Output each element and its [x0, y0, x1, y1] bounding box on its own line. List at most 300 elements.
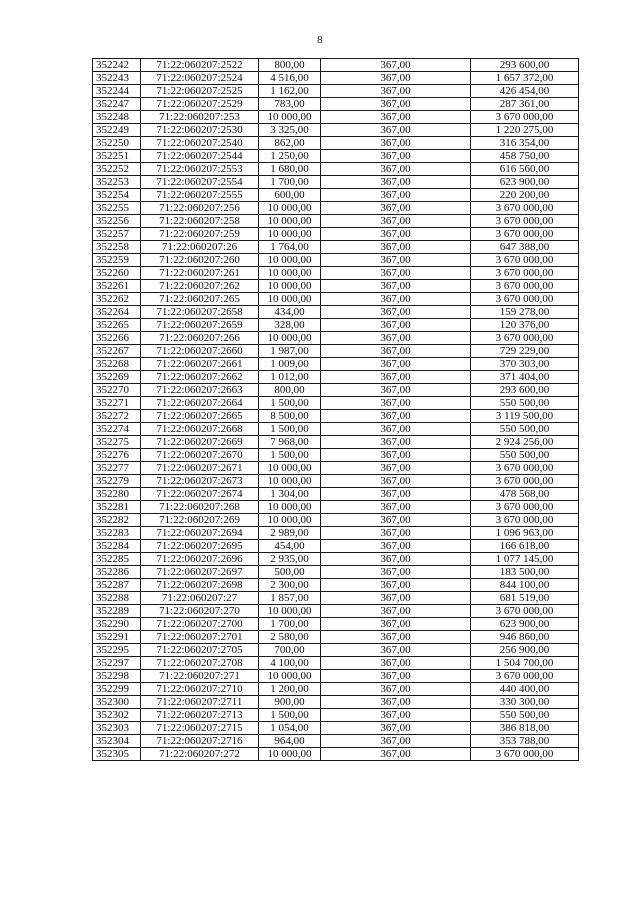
table-row — [93, 280, 579, 293]
record-number-cell: 352287 — [93, 579, 141, 592]
record-number-cell: 352255 — [93, 202, 141, 215]
land-plots-table — [92, 58, 579, 761]
table-row — [93, 657, 579, 670]
value-cell: 623 900,00 — [471, 176, 579, 189]
area-cell: 1 500,00 — [259, 423, 321, 436]
area-cell: 500,00 — [259, 566, 321, 579]
table-row — [93, 462, 579, 475]
rate-cell: 367,00 — [321, 722, 471, 735]
area-cell: 2 580,00 — [259, 631, 321, 644]
area-cell: 10 000,00 — [259, 111, 321, 124]
cadastral-number-cell: 71:22:060207:2715 — [141, 722, 259, 735]
area-cell: 800,00 — [259, 59, 321, 72]
area-cell: 10 000,00 — [259, 215, 321, 228]
table-row — [93, 501, 579, 514]
area-cell: 700,00 — [259, 644, 321, 657]
record-number-cell: 352284 — [93, 540, 141, 553]
record-number-cell: 352276 — [93, 449, 141, 462]
area-cell: 900,00 — [259, 696, 321, 709]
record-number-cell: 352269 — [93, 371, 141, 384]
table-row — [93, 449, 579, 462]
rate-cell: 367,00 — [321, 72, 471, 85]
rate-cell: 367,00 — [321, 410, 471, 423]
record-number-cell: 352268 — [93, 358, 141, 371]
table-row — [93, 163, 579, 176]
area-cell: 328,00 — [259, 319, 321, 332]
rate-cell: 367,00 — [321, 501, 471, 514]
table-row — [93, 475, 579, 488]
area-cell: 1 304,00 — [259, 488, 321, 501]
value-cell: 681 519,00 — [471, 592, 579, 605]
rate-cell: 367,00 — [321, 150, 471, 163]
record-number-cell: 352257 — [93, 228, 141, 241]
value-cell: 623 900,00 — [471, 618, 579, 631]
table-row — [93, 59, 579, 72]
value-cell: 1 077 145,00 — [471, 553, 579, 566]
table-row — [93, 137, 579, 150]
value-cell: 371 404,00 — [471, 371, 579, 384]
area-cell: 4 100,00 — [259, 657, 321, 670]
table-body — [93, 59, 579, 761]
record-number-cell: 352242 — [93, 59, 141, 72]
table-row — [93, 566, 579, 579]
record-number-cell: 352290 — [93, 618, 141, 631]
rate-cell: 367,00 — [321, 124, 471, 137]
value-cell: 550 500,00 — [471, 423, 579, 436]
record-number-cell: 352252 — [93, 163, 141, 176]
cadastral-number-cell: 71:22:060207:2711 — [141, 696, 259, 709]
table-row — [93, 436, 579, 449]
value-cell: 386 818,00 — [471, 722, 579, 735]
rate-cell: 367,00 — [321, 254, 471, 267]
table-row — [93, 384, 579, 397]
rate-cell: 367,00 — [321, 397, 471, 410]
record-number-cell: 352285 — [93, 553, 141, 566]
table-row — [93, 553, 579, 566]
cadastral-number-cell: 71:22:060207:2529 — [141, 98, 259, 111]
rate-cell: 367,00 — [321, 358, 471, 371]
value-cell: 3 670 000,00 — [471, 228, 579, 241]
value-cell: 287 361,00 — [471, 98, 579, 111]
cadastral-number-cell: 71:22:060207:253 — [141, 111, 259, 124]
rate-cell: 367,00 — [321, 137, 471, 150]
cadastral-number-cell: 71:22:060207:2673 — [141, 475, 259, 488]
area-cell: 783,00 — [259, 98, 321, 111]
value-cell: 440 400,00 — [471, 683, 579, 696]
record-number-cell: 352286 — [93, 566, 141, 579]
table-row — [93, 696, 579, 709]
table-row — [93, 735, 579, 748]
cadastral-number-cell: 71:22:060207:2668 — [141, 423, 259, 436]
cadastral-number-cell: 71:22:060207:256 — [141, 202, 259, 215]
rate-cell: 367,00 — [321, 306, 471, 319]
rate-cell: 367,00 — [321, 176, 471, 189]
value-cell: 3 670 000,00 — [471, 280, 579, 293]
record-number-cell: 352279 — [93, 475, 141, 488]
record-number-cell: 352282 — [93, 514, 141, 527]
cadastral-number-cell: 71:22:060207:2665 — [141, 410, 259, 423]
record-number-cell: 352260 — [93, 267, 141, 280]
value-cell: 1 657 372,00 — [471, 72, 579, 85]
table-row — [93, 605, 579, 618]
area-cell: 1 250,00 — [259, 150, 321, 163]
area-cell: 2 300,00 — [259, 579, 321, 592]
rate-cell: 367,00 — [321, 735, 471, 748]
rate-cell: 367,00 — [321, 449, 471, 462]
area-cell: 1 012,00 — [259, 371, 321, 384]
value-cell: 616 560,00 — [471, 163, 579, 176]
record-number-cell: 352247 — [93, 98, 141, 111]
record-number-cell: 352264 — [93, 306, 141, 319]
table-row — [93, 670, 579, 683]
table-row — [93, 254, 579, 267]
rate-cell: 367,00 — [321, 566, 471, 579]
record-number-cell: 352262 — [93, 293, 141, 306]
cadastral-number-cell: 71:22:060207:259 — [141, 228, 259, 241]
cadastral-number-cell: 71:22:060207:2695 — [141, 540, 259, 553]
table-row — [93, 202, 579, 215]
record-number-cell: 352295 — [93, 644, 141, 657]
rate-cell: 367,00 — [321, 657, 471, 670]
cadastral-number-cell: 71:22:060207:2701 — [141, 631, 259, 644]
rate-cell: 367,00 — [321, 319, 471, 332]
value-cell: 647 388,00 — [471, 241, 579, 254]
record-number-cell: 352265 — [93, 319, 141, 332]
rate-cell: 367,00 — [321, 631, 471, 644]
record-number-cell: 352305 — [93, 748, 141, 761]
value-cell: 3 670 000,00 — [471, 670, 579, 683]
cadastral-number-cell: 71:22:060207:262 — [141, 280, 259, 293]
rate-cell: 367,00 — [321, 436, 471, 449]
cadastral-number-cell: 71:22:060207:2544 — [141, 150, 259, 163]
value-cell: 3 670 000,00 — [471, 501, 579, 514]
rate-cell: 367,00 — [321, 579, 471, 592]
record-number-cell: 352272 — [93, 410, 141, 423]
rate-cell: 367,00 — [321, 644, 471, 657]
value-cell: 550 500,00 — [471, 397, 579, 410]
rate-cell: 367,00 — [321, 423, 471, 436]
table-row — [93, 189, 579, 202]
cadastral-number-cell: 71:22:060207:2658 — [141, 306, 259, 319]
table-row — [93, 748, 579, 761]
value-cell: 3 670 000,00 — [471, 267, 579, 280]
rate-cell: 367,00 — [321, 345, 471, 358]
record-number-cell: 352253 — [93, 176, 141, 189]
cadastral-number-cell: 71:22:060207:2530 — [141, 124, 259, 137]
record-number-cell: 352289 — [93, 605, 141, 618]
value-cell: 3 119 500,00 — [471, 410, 579, 423]
rate-cell: 367,00 — [321, 241, 471, 254]
cadastral-number-cell: 71:22:060207:2671 — [141, 462, 259, 475]
table-row — [93, 111, 579, 124]
rate-cell: 367,00 — [321, 462, 471, 475]
rate-cell: 367,00 — [321, 202, 471, 215]
record-number-cell: 352283 — [93, 527, 141, 540]
area-cell: 1 054,00 — [259, 722, 321, 735]
area-cell: 10 000,00 — [259, 332, 321, 345]
cadastral-number-cell: 71:22:060207:2669 — [141, 436, 259, 449]
area-cell: 10 000,00 — [259, 228, 321, 241]
cadastral-number-cell: 71:22:060207:27 — [141, 592, 259, 605]
record-number-cell: 352251 — [93, 150, 141, 163]
record-number-cell: 352270 — [93, 384, 141, 397]
table-row — [93, 527, 579, 540]
area-cell: 1 700,00 — [259, 176, 321, 189]
area-cell: 10 000,00 — [259, 293, 321, 306]
table-row — [93, 514, 579, 527]
area-cell: 10 000,00 — [259, 280, 321, 293]
table-row — [93, 683, 579, 696]
cadastral-number-cell: 71:22:060207:265 — [141, 293, 259, 306]
cadastral-number-cell: 71:22:060207:270 — [141, 605, 259, 618]
value-cell: 946 860,00 — [471, 631, 579, 644]
record-number-cell: 352258 — [93, 241, 141, 254]
record-number-cell: 352277 — [93, 462, 141, 475]
cadastral-number-cell: 71:22:060207:266 — [141, 332, 259, 345]
table-row — [93, 124, 579, 137]
table-row — [93, 540, 579, 553]
value-cell: 3 670 000,00 — [471, 254, 579, 267]
cadastral-number-cell: 71:22:060207:2663 — [141, 384, 259, 397]
area-cell: 1 764,00 — [259, 241, 321, 254]
rate-cell: 367,00 — [321, 618, 471, 631]
value-cell: 220 200,00 — [471, 189, 579, 202]
cadastral-number-cell: 71:22:060207:260 — [141, 254, 259, 267]
value-cell: 3 670 000,00 — [471, 215, 579, 228]
record-number-cell: 352274 — [93, 423, 141, 436]
table-row — [93, 228, 579, 241]
rate-cell: 367,00 — [321, 384, 471, 397]
record-number-cell: 352249 — [93, 124, 141, 137]
cadastral-number-cell: 71:22:060207:2696 — [141, 553, 259, 566]
table-row — [93, 709, 579, 722]
value-cell: 550 500,00 — [471, 449, 579, 462]
area-cell: 10 000,00 — [259, 202, 321, 215]
table-row — [93, 488, 579, 501]
area-cell: 600,00 — [259, 189, 321, 202]
cadastral-number-cell: 71:22:060207:268 — [141, 501, 259, 514]
rate-cell: 367,00 — [321, 553, 471, 566]
area-cell: 454,00 — [259, 540, 321, 553]
area-cell: 10 000,00 — [259, 501, 321, 514]
value-cell: 3 670 000,00 — [471, 462, 579, 475]
cadastral-number-cell: 71:22:060207:2525 — [141, 85, 259, 98]
cadastral-number-cell: 71:22:060207:2698 — [141, 579, 259, 592]
record-number-cell: 352256 — [93, 215, 141, 228]
value-cell: 120 376,00 — [471, 319, 579, 332]
value-cell: 3 670 000,00 — [471, 748, 579, 761]
value-cell: 159 278,00 — [471, 306, 579, 319]
record-number-cell: 352243 — [93, 72, 141, 85]
area-cell: 10 000,00 — [259, 267, 321, 280]
cadastral-number-cell: 71:22:060207:2697 — [141, 566, 259, 579]
rate-cell: 367,00 — [321, 605, 471, 618]
value-cell: 353 788,00 — [471, 735, 579, 748]
rate-cell: 367,00 — [321, 540, 471, 553]
rate-cell: 367,00 — [321, 189, 471, 202]
rate-cell: 367,00 — [321, 163, 471, 176]
cadastral-number-cell: 71:22:060207:2522 — [141, 59, 259, 72]
rate-cell: 367,00 — [321, 332, 471, 345]
value-cell: 183 500,00 — [471, 566, 579, 579]
cadastral-number-cell: 71:22:060207:2553 — [141, 163, 259, 176]
cadastral-number-cell: 71:22:060207:2705 — [141, 644, 259, 657]
record-number-cell: 352267 — [93, 345, 141, 358]
area-cell: 1 500,00 — [259, 709, 321, 722]
value-cell: 330 300,00 — [471, 696, 579, 709]
table-row — [93, 345, 579, 358]
rate-cell: 367,00 — [321, 475, 471, 488]
record-number-cell: 352250 — [93, 137, 141, 150]
cadastral-number-cell: 71:22:060207:2524 — [141, 72, 259, 85]
table-row — [93, 85, 579, 98]
table-row — [93, 215, 579, 228]
value-cell: 1 220 275,00 — [471, 124, 579, 137]
value-cell: 3 670 000,00 — [471, 475, 579, 488]
value-cell: 1 504 700,00 — [471, 657, 579, 670]
table-row — [93, 176, 579, 189]
area-cell: 862,00 — [259, 137, 321, 150]
value-cell: 316 354,00 — [471, 137, 579, 150]
cadastral-number-cell: 71:22:060207:26 — [141, 241, 259, 254]
table-row — [93, 579, 579, 592]
table-row — [93, 371, 579, 384]
table-row — [93, 293, 579, 306]
record-number-cell: 352291 — [93, 631, 141, 644]
cadastral-number-cell: 71:22:060207:261 — [141, 267, 259, 280]
rate-cell: 367,00 — [321, 696, 471, 709]
table-row — [93, 150, 579, 163]
cadastral-number-cell: 71:22:060207:2555 — [141, 189, 259, 202]
record-number-cell: 352303 — [93, 722, 141, 735]
value-cell: 293 600,00 — [471, 384, 579, 397]
rate-cell: 367,00 — [321, 683, 471, 696]
area-cell: 10 000,00 — [259, 670, 321, 683]
table-row — [93, 332, 579, 345]
record-number-cell: 352271 — [93, 397, 141, 410]
rate-cell: 367,00 — [321, 488, 471, 501]
cadastral-number-cell: 71:22:060207:2716 — [141, 735, 259, 748]
value-cell: 3 670 000,00 — [471, 202, 579, 215]
area-cell: 1 500,00 — [259, 397, 321, 410]
rate-cell: 367,00 — [321, 111, 471, 124]
cadastral-number-cell: 71:22:060207:2661 — [141, 358, 259, 371]
rate-cell: 367,00 — [321, 267, 471, 280]
table-row — [93, 644, 579, 657]
record-number-cell: 352248 — [93, 111, 141, 124]
area-cell: 8 500,00 — [259, 410, 321, 423]
value-cell: 3 670 000,00 — [471, 514, 579, 527]
value-cell: 478 568,00 — [471, 488, 579, 501]
area-cell: 10 000,00 — [259, 605, 321, 618]
table-row — [93, 241, 579, 254]
table-row — [93, 306, 579, 319]
cadastral-number-cell: 71:22:060207:2708 — [141, 657, 259, 670]
value-cell: 1 096 963,00 — [471, 527, 579, 540]
rate-cell: 367,00 — [321, 527, 471, 540]
record-number-cell: 352254 — [93, 189, 141, 202]
value-cell: 426 454,00 — [471, 85, 579, 98]
rate-cell: 367,00 — [321, 514, 471, 527]
rate-cell: 367,00 — [321, 293, 471, 306]
record-number-cell: 352280 — [93, 488, 141, 501]
table-row — [93, 319, 579, 332]
value-cell: 370 303,00 — [471, 358, 579, 371]
value-cell: 3 670 000,00 — [471, 111, 579, 124]
area-cell: 1 200,00 — [259, 683, 321, 696]
area-cell: 10 000,00 — [259, 462, 321, 475]
area-cell: 964,00 — [259, 735, 321, 748]
area-cell: 10 000,00 — [259, 748, 321, 761]
record-number-cell: 352281 — [93, 501, 141, 514]
value-cell: 293 600,00 — [471, 59, 579, 72]
rate-cell: 367,00 — [321, 215, 471, 228]
value-cell: 729 229,00 — [471, 345, 579, 358]
cadastral-number-cell: 71:22:060207:272 — [141, 748, 259, 761]
area-cell: 4 516,00 — [259, 72, 321, 85]
area-cell: 10 000,00 — [259, 254, 321, 267]
area-cell: 3 325,00 — [259, 124, 321, 137]
cadastral-number-cell: 71:22:060207:2664 — [141, 397, 259, 410]
table-row — [93, 98, 579, 111]
cadastral-number-cell: 71:22:060207:269 — [141, 514, 259, 527]
value-cell: 2 924 256,00 — [471, 436, 579, 449]
value-cell: 3 670 000,00 — [471, 332, 579, 345]
table-row — [93, 631, 579, 644]
cadastral-number-cell: 71:22:060207:2670 — [141, 449, 259, 462]
record-number-cell: 352304 — [93, 735, 141, 748]
record-number-cell: 352297 — [93, 657, 141, 670]
area-cell: 10 000,00 — [259, 475, 321, 488]
record-number-cell: 352266 — [93, 332, 141, 345]
cadastral-number-cell: 71:22:060207:2554 — [141, 176, 259, 189]
cadastral-number-cell: 71:22:060207:2700 — [141, 618, 259, 631]
record-number-cell: 352288 — [93, 592, 141, 605]
area-cell: 1 162,00 — [259, 85, 321, 98]
value-cell: 166 618,00 — [471, 540, 579, 553]
area-cell: 1 857,00 — [259, 592, 321, 605]
table-row — [93, 618, 579, 631]
value-cell: 3 670 000,00 — [471, 293, 579, 306]
cadastral-number-cell: 71:22:060207:2710 — [141, 683, 259, 696]
value-cell: 458 750,00 — [471, 150, 579, 163]
cadastral-number-cell: 71:22:060207:2662 — [141, 371, 259, 384]
rate-cell: 367,00 — [321, 59, 471, 72]
value-cell: 3 670 000,00 — [471, 605, 579, 618]
rate-cell: 367,00 — [321, 228, 471, 241]
rate-cell: 367,00 — [321, 592, 471, 605]
cadastral-number-cell: 71:22:060207:2694 — [141, 527, 259, 540]
cadastral-number-cell: 71:22:060207:271 — [141, 670, 259, 683]
cadastral-number-cell: 71:22:060207:2660 — [141, 345, 259, 358]
rate-cell: 367,00 — [321, 98, 471, 111]
page-number: 8 — [317, 34, 323, 46]
table-row — [93, 592, 579, 605]
area-cell: 434,00 — [259, 306, 321, 319]
cadastral-number-cell: 71:22:060207:2659 — [141, 319, 259, 332]
area-cell: 1 500,00 — [259, 449, 321, 462]
table-row — [93, 722, 579, 735]
area-cell: 800,00 — [259, 384, 321, 397]
table-row — [93, 72, 579, 85]
cadastral-number-cell: 71:22:060207:2674 — [141, 488, 259, 501]
record-number-cell: 352275 — [93, 436, 141, 449]
record-number-cell: 352299 — [93, 683, 141, 696]
cadastral-number-cell: 71:22:060207:2713 — [141, 709, 259, 722]
value-cell: 550 500,00 — [471, 709, 579, 722]
record-number-cell: 352261 — [93, 280, 141, 293]
table-row — [93, 410, 579, 423]
